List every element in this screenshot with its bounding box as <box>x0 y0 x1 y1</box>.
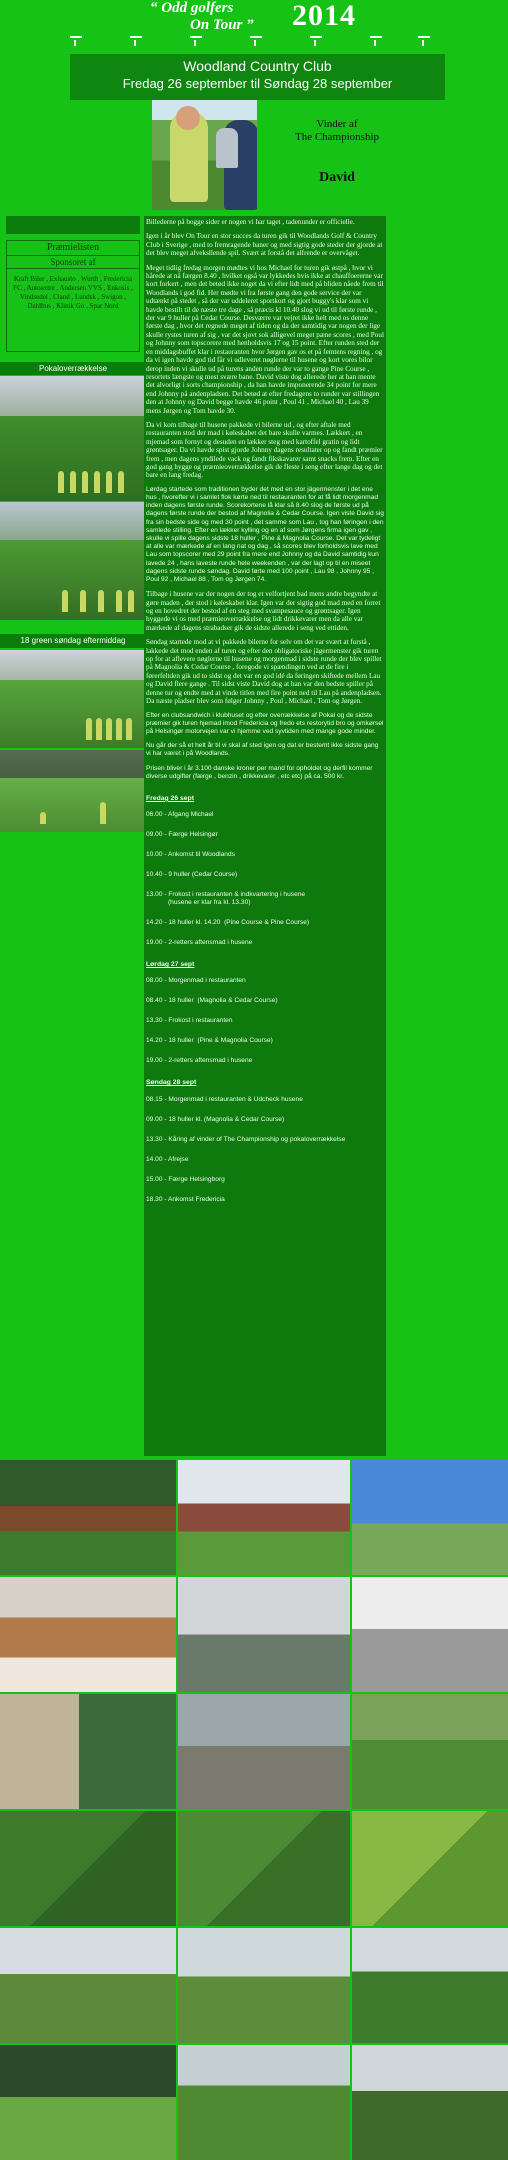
gallery-photo-aerial-3 <box>178 1811 350 1926</box>
schedule-item: 14.00 - Afrejse <box>146 1155 189 1163</box>
schedule-item: 19.00 - 2-retters aftensmad i husene <box>146 939 253 947</box>
event-title-line2: On Tour ” <box>190 17 254 33</box>
schedule-item: 08.00 - Morgenmad i restauranten <box>146 977 246 985</box>
winner-photo <box>152 100 257 210</box>
photo-pokal-ceremony <box>0 502 146 620</box>
gallery-photo-aerial-4 <box>352 1811 508 1926</box>
schedule-item: 13.00 - Frokost i restauranten & indkvartering i husene (husene er klar fra kl. 13.30) <box>146 891 306 907</box>
article-paragraph: Igen i år blev On Tour en stor succes da turen gik til Woodlands Golf & Country Club i Sverige , med to fremragende baner og med sigtig gode steder der gjorde at det blev meget afveksllende spil. Svært at forstå det alfrende er overvåget. <box>146 232 383 258</box>
gallery-photo-interior <box>0 1694 176 1809</box>
schedule-item: 09.00 - 18 huller kl. (Magnolia & Cedar Course) <box>146 1115 285 1123</box>
article-paragraph: Meget tidlig fredag morgen mødtes vi hos Michael for turen gik østpå , hvor vi hårede at nå færgen 8.40 , hvilket også var lykkedes hvis ikke at chauffoererne var kort forkert , men det betød ikke noget da vi efter lidt med på bliden nåede frem til Woodlands i god fid. Her mødte vi fra første gang den gode service der var udtænkt på stedet , så der var uddeleret sportkort og gjort buggy's klar som vi havde bestilt til de næste tre dage , så præcis kl 10.40 slog vi ud til første runde , der var 9 huller på Cedar Course. Desværre var vejret ikke helt med os denne første dag , hvor det regnede meget af tiden og da der samtidig var nogen der lige skulle rystes turen af sig , var det sjovt sok alligevel meget pæne scores , med Poul og Johnny som topscorere med henholdsvis 17 og 15 point. Efter runden sted der en middagsbuffet klar i restauranten hvor Jørgen gav os et på femtens regning , og da vi igen havde god tid får vi udleveret nøglerne til husene og kort vores bilor derop inden vi skulle ud på turens anden runde der var to gange Pine Course , resortets længste og mest svære bane. David viste dog allerede her at han mente det alvorligt i sorts championship , da han havde imponerende 34 point for mere end Johnny på andenpladsen. Det betød at efter fredagens to runder var stillingen den at Johnny og David begge havde 46 point , Poul 41 , Michael 40 , Lau 39 mens Jørgen og Tom havde 30. <box>146 263 384 415</box>
photo-green-sunday <box>0 650 146 748</box>
event-title-line1: “ Odd golfers <box>150 0 234 16</box>
article-paragraph: Lørdag startede som traditionen byder det med en stor jägermenster i det ene hus , hvorefter vi i samlet flok kørte ned til restauranten for at få lidt morgenmad inden dagens første runde. Scorekortene lå klar så 8.40 slog de første ud på dagens første runde der bestod af Magnolia & Cedar Course. Igen viste David sig fra sin bedste side og med 30 point , det samme som Lau , tog han føringen i den samlede stilling. Efter en lækker kylling og en af som Jørgens firma igen gav , skulle vi spille dagens sidste 18 huller , Pine & Magnolia Course. Det var tydeligt at alle var mærkede af en lang nat og dag , så scores blev forholdsvis lave med Lau som topscorer med 29 point fra mere end Johnny og da David samtidig kun lavede 24 , hans laveste runde hele weekenden , var der lagt op til en miseet dagens sidste runde søndag. David førte med 100 point , Lau 98 , Johnny 95 , Poul 92 , Michael 88 , Tom og Jørgen 74. <box>146 485 384 584</box>
article-paragraph: Efter en clubsandwich i klubhuset og efter overrækkelse af Pokal og de sidste præmier gik turen hjemad imod Fredericia og fredo ets restorytid bro og omkørsel på Helsingør motorvejen var vi hjemme ved syvtiden med mange gode minder. <box>146 711 384 735</box>
gallery-photo-green-2 <box>178 2045 350 2160</box>
sidebar-header-bar <box>6 216 140 234</box>
golf-flag-row <box>70 36 430 46</box>
article-paragraph: Tilbage i husene var der nogen der tog et velfortjent bad mens andre begyndte at gøre maden , der stod i køleskabet klar. Igen var der sigtig god mad med en forret og en hovedret der bestod af en steg med svampesauce og grøntsager. Igen hyggede vi os med præmieoverrækkelse og lidt drikkevarer men da alle var mærkede af dagens strabadser gik de sidste allerede i seng ved ettiden. <box>146 590 381 632</box>
gallery-photo-fairway-3 <box>352 1928 508 2043</box>
golf-flag-icon <box>190 36 202 46</box>
golf-flag-icon <box>130 36 142 46</box>
photo-pokal-group <box>0 376 146 501</box>
schedule-item: 06.00 - Afgang Michael <box>146 811 214 819</box>
golf-flag-icon <box>418 36 430 46</box>
article-paragraph: Søndag startede mod at vi pakkede bilerne for selv om det var svært at forstå , lakkede det mod enden af turen og efter den obligatoriske jägermenster gik turen op for at aflevere nøglerne til husene og morgenmad i sidste runde der blev spillet på Magnolia & Cedar Course , foregode vi spændingen ved at de fire i førerfeltden gik ud to sidst og det var en god idé da føringen skiftede mellem Lau og David flere gange . Til sidst viste David dog at han var den bedste spiller på denne tur og endte med at vinde titlen med fire point ned til Lau på andenpladsen. Da næste pladser blev som følger Johnny , Poul , Michael , Tom og Jørgen. <box>146 638 382 706</box>
gallery-photo-aerial-2 <box>0 1811 176 1926</box>
schedule-day-heading: Fredag 26 sept <box>146 794 194 802</box>
golf-flag-icon <box>250 36 262 46</box>
schedule-item: 15.00 - Færge Helsingborg <box>146 1175 225 1183</box>
gallery-photo-buffet <box>0 1577 176 1692</box>
venue-banner <box>70 54 445 100</box>
sponsor-heading: Præmielisten <box>7 241 139 256</box>
schedule-day-heading: Søndag 28 sept <box>146 1079 197 1087</box>
gallery-photo-terrace <box>178 1694 350 1809</box>
pokal-label: Pokaloverrækkelse <box>0 362 146 375</box>
venue-name: Woodland Country Club <box>183 58 332 74</box>
schedule-day-heading: Lørdag 27 sept <box>146 961 195 969</box>
event-year: 2014 <box>292 0 356 32</box>
gallery-photo-aerial-1 <box>352 1694 508 1809</box>
article-paragraph: Nu går der så et helt år til vi skal af sted igen og dat er bestemt ikke sidste gang vi har været i på Woodlands. <box>146 742 379 758</box>
golf-flag-icon <box>370 36 382 46</box>
winner-line1: Vinder af <box>316 118 358 130</box>
gallery-photo-clubhouse-patio <box>0 1460 176 1575</box>
winner-name: David <box>319 170 355 185</box>
schedule-item: 10.40 - 9 huller (Cedar Course) <box>146 871 238 879</box>
schedule-item: 09.00 - Færge Helsingør <box>146 831 218 839</box>
winner-line2: The Championship <box>294 131 380 143</box>
article-paragraph: Prisen bliver i år 3.100 danske kroner per mand for opholdet og derfil kommer diverse udgifter (færge , benzin , drikkevarer , etc etc) på ca. 500 kr. <box>146 764 373 780</box>
schedule-item: 18.30 - Ankomst Fredericia <box>146 1195 225 1203</box>
winner-caption <box>262 118 412 144</box>
schedule-item: 14.20 - 18 huller kl. 14.20 (Pine Course & Pine Course) <box>146 919 310 927</box>
event-title <box>150 0 280 34</box>
green-label: 18 green søndag eftermiddag <box>0 634 146 648</box>
sponsor-subheading: Sponsoret af <box>7 256 139 269</box>
schedule-item: 08.15 - Morgenmad i restauranten & Udcheck husene <box>146 1095 303 1103</box>
gallery-photo-fairway-2 <box>178 1928 350 2043</box>
gallery-photo-green-3 <box>352 2045 508 2160</box>
article-panel <box>144 216 386 1456</box>
schedule-item: 13.30 - Kåring af vinder of The Championship og pokaloverrækkelse <box>146 1135 346 1143</box>
schedule-item: 19.00 - 2-retters aftensmad i husene <box>146 1057 253 1065</box>
article-paragraph: Da vi kom tilbage til husene pakkede vi bilerne ud , og efter aftale med restauranten stod der mad i køleskabet det bare skulle varmes. Lækkert , en mjemad som fornyt og desuden en lækker steg med kartoffel gratin og lidt grøntsager. Da vi havde spist gjorde Johnny dagens resultater op og fandt præmier frem , men dagens yndilede vack og fandt fikskavarer samt snacks frem. Efter en god gang hygge og præmieoverrækkelse gik de fleste i seng efter lange dag og det bare en lang fredag. <box>146 420 383 480</box>
gallery-photo-clubhouse <box>178 1460 350 1575</box>
schedule-item: 13.30 - Frokost i restauranten <box>146 1017 233 1025</box>
photo-putting-green <box>0 750 146 832</box>
gallery-photo-sky-course <box>352 1460 508 1575</box>
venue-dates: Fredag 26 september til Søndag 28 september <box>122 76 393 91</box>
golf-flag-icon <box>310 36 322 46</box>
trophy-icon <box>216 128 238 168</box>
article-paragraph: Billederne på bogge sider er nogen vi har taget , tadenunder er officielle. <box>146 218 355 226</box>
gallery-photo-lake-building <box>178 1577 350 1692</box>
gallery-photo-fairway-1 <box>0 1928 176 2043</box>
schedule-item: 08.40 - 18 huller (Magnolia & Cedar Course) <box>146 997 278 1005</box>
schedule-item: 10.00 - Ankomst til Woodlands <box>146 851 235 859</box>
golf-flag-icon <box>70 36 82 46</box>
sponsor-list: Kraft Biler , Exhausto , Wurth , Fredericia FC , Autoaxtre , Andersen VVS , Enkosis , Vindsedel , Cland , Lundsk , Swigon , Dahlbus , Klinik Go , Spar Nord <box>13 275 133 310</box>
gallery-photo-restaurant <box>352 1577 508 1692</box>
schedule-item: 14.20 - 18 huller (Pine & Magnolia Course) <box>146 1037 273 1045</box>
sponsor-box <box>6 240 140 352</box>
gallery-photo-green-1 <box>0 2045 176 2160</box>
